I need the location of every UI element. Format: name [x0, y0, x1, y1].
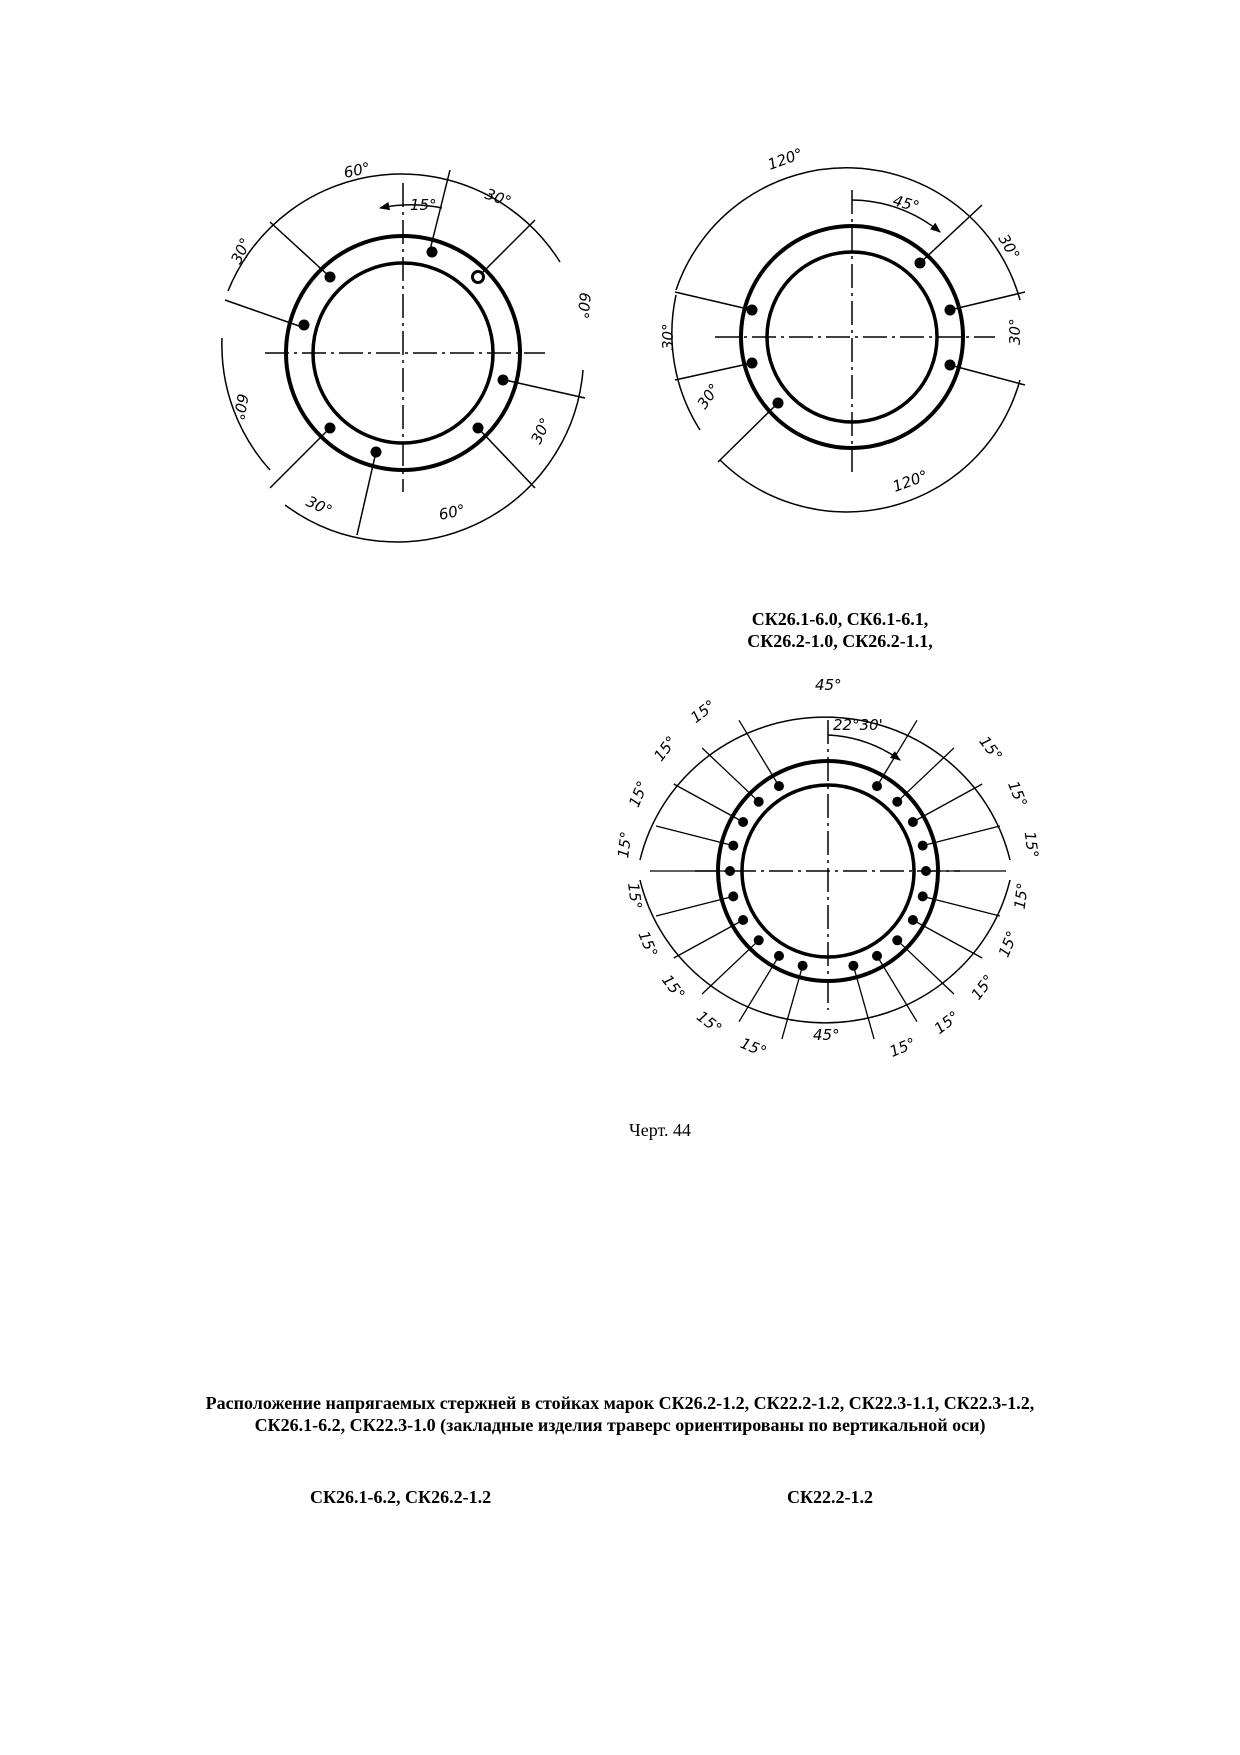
caption-line-2: СК26.2-1.0, СК26.2-1.1,: [747, 631, 933, 651]
svg-text:60°: 60°: [229, 392, 252, 422]
step-angle-label: 15°: [625, 778, 652, 810]
step-angle-label: 15°: [930, 1007, 963, 1038]
rebar-dot: [738, 817, 748, 827]
rebar-dot: [725, 866, 735, 876]
rebar-dots-2: [747, 258, 956, 409]
svg-text:30°: 30°: [693, 380, 724, 413]
step-angle-label: 15°: [623, 881, 646, 911]
rebar-dot: [892, 935, 902, 945]
step-angle-label: 15°: [658, 971, 689, 1004]
svg-text:30°: 30°: [659, 323, 677, 350]
step-angle-label: 15°: [614, 830, 636, 860]
leader-line: [913, 920, 982, 958]
step-angle-label: 15°: [975, 732, 1006, 765]
angle-labels-2: [659, 144, 1024, 495]
subcaption-right: СК22.2-1.2: [787, 1487, 874, 1507]
step-angle-label: 15°: [1010, 881, 1033, 911]
rebar-layout-diagram-3: [640, 717, 1010, 1023]
figure-2-caption: [700, 608, 980, 652]
step-angle-label: 15°: [1020, 830, 1042, 860]
step-angle-label: 15°: [1004, 778, 1031, 810]
rebar-dot: [892, 797, 902, 807]
leader-line: [897, 940, 954, 994]
rebar-dot: [738, 915, 748, 925]
section-paragraph: Расположение напрягаемых стержней в стойках марок СК26.2-1.2, СК22.2-1.2, СК22.3-1.1, СК22.3-1.2, СК26.1-6.2, СК22.3-1.0 (закладные изделия траверс ориентированы по вертикальной оси): [205, 1393, 1035, 1435]
svg-text:30°: 30°: [527, 414, 555, 447]
rebar-dot: [908, 915, 918, 925]
rebar-dot: [728, 891, 738, 901]
rebar-dot: [918, 891, 928, 901]
leader-line: [739, 720, 779, 786]
svg-text:120°: 120°: [765, 144, 806, 174]
svg-text:45°: 45°: [813, 1026, 840, 1044]
rebar-dot: [908, 817, 918, 827]
rebar-dot: [798, 961, 808, 971]
rebar-dot: [872, 781, 882, 791]
step-angle-label: 15°: [967, 971, 998, 1004]
leader-line: [674, 920, 743, 958]
svg-text:60°: 60°: [437, 500, 467, 524]
rebar-layout-diagram-2: [672, 168, 1025, 512]
step-angle-label: 15°: [634, 928, 662, 960]
leader-line: [674, 784, 743, 822]
svg-text:120°: 120°: [890, 466, 931, 496]
leader-line: [897, 748, 954, 802]
step-angle-label: 15°: [737, 1034, 770, 1061]
step-angle-label: 15°: [693, 1007, 726, 1038]
leader-line: [702, 748, 759, 802]
rebar-dot: [921, 866, 931, 876]
svg-text:22°30': 22°30': [833, 716, 883, 734]
leader-line: [913, 784, 982, 822]
svg-text:30°: 30°: [1006, 318, 1024, 345]
svg-text:45°: 45°: [890, 191, 922, 216]
step-angle-label: 15°: [687, 696, 720, 727]
svg-text:30°: 30°: [994, 231, 1024, 264]
leader-line: [877, 956, 917, 1022]
rebar-dot: [754, 797, 764, 807]
rebar-dot: [918, 841, 928, 851]
rebar-dot: [728, 841, 738, 851]
rebar-layout-diagram-1: [222, 170, 585, 542]
svg-text:60°: 60°: [342, 158, 372, 182]
step-angle-label: 15°: [650, 732, 681, 765]
leader-line: [702, 940, 759, 994]
svg-text:60°: 60°: [573, 291, 594, 320]
figure-note: Черт. 44: [629, 1120, 691, 1140]
svg-text:30°: 30°: [303, 492, 336, 520]
rebar-dot: [848, 961, 858, 971]
svg-text:30°: 30°: [227, 234, 255, 267]
rebar-dot: [872, 951, 882, 961]
rebar-dot: [774, 781, 784, 791]
rebar-dot: [774, 951, 784, 961]
step-angle-label: 15°: [886, 1034, 919, 1061]
svg-text:45°: 45°: [815, 676, 842, 694]
svg-text:15°: 15°: [410, 196, 437, 214]
caption-line-1: СК26.1-6.0, СК6.1-6.1,: [751, 609, 929, 629]
rebar-dot: [754, 935, 764, 945]
subcaption-left: СК26.1-6.2, СК26.2-1.2: [310, 1487, 492, 1507]
svg-text:30°: 30°: [482, 184, 514, 211]
angle-labels-3: [813, 676, 883, 1044]
step-angle-label: 15°: [994, 928, 1022, 960]
